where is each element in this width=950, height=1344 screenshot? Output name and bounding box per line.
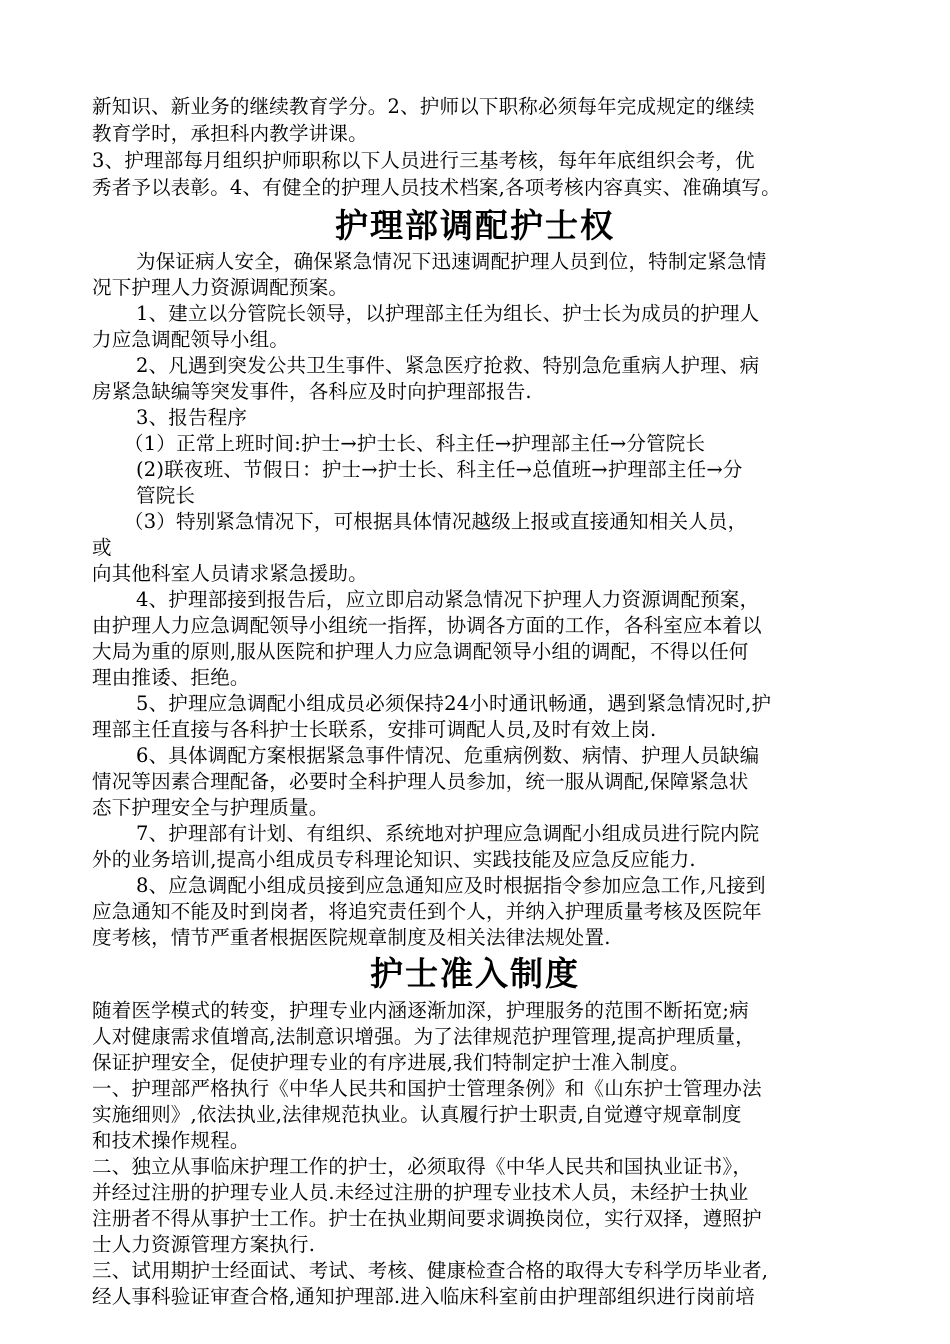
text-line: 应急通知不能及时到岗者，将追究责任到个人，并纳入护理质量考核及医院年: [92, 900, 762, 923]
text-line: 态下护理安全与护理质量。: [92, 796, 329, 819]
text-line: 房紧急缺编等突发事件，各科应及时向护理部报告.: [92, 380, 532, 403]
text-line: 1、建立以分管院长领导，以护理部主任为组长、护士长为成员的护理人: [136, 302, 760, 325]
text-line: 理由推诿、拒绝。: [92, 666, 250, 689]
text-line: 3、报告程序: [136, 406, 248, 429]
text-line: 士人力资源管理方案执行.: [92, 1233, 316, 1256]
text-line: 4、护理部接到报告后，应立即启动紧急情况下护理人力资源调配预案，: [136, 588, 760, 611]
text-line: 保证护理安全，促使护理专业的有序进展,我们特制定护士准入制度。: [92, 1051, 690, 1074]
text-line: 三、试用期护士经面试、考试、考核、健康检查合格的取得大专科学历毕业者,: [92, 1259, 769, 1282]
section-title: 护理部调配护士权: [335, 206, 615, 245]
text-line: 经人事科验证审查合格,通知护理部.进入临床科室前由护理部组织进行岗前培: [92, 1285, 755, 1308]
text-line: 二、独立从事临床护理工作的护士，必须取得《中华人民共和国执业证书》，: [92, 1155, 753, 1178]
text-line: 教育学时，承担科内教学讲课。: [92, 122, 368, 145]
text-line: 秀者予以表彰。4、有健全的护理人员技术档案,各项考核内容真实、准确填写。: [92, 176, 781, 199]
text-line: 5、护理应急调配小组成员必须保持24小时通讯畅通，遇到紧急情况时,护: [136, 692, 772, 715]
text-line: 情况等因素合理配备，必要时全科护理人员参加，统一服从调配,保障紧急状: [92, 770, 749, 793]
text-line: 向其他科室人员请求紧急援助。: [92, 562, 368, 585]
text-line: 7、护理部有计划、有组织、系统地对护理应急调配小组成员进行院内院: [136, 822, 760, 845]
text-line: 管院长: [136, 484, 196, 507]
text-line: 实施细则》,依法执业,法律规范执业。认真履行护士职责,自觉遵守规章制度: [92, 1103, 742, 1126]
text-line: 或: [92, 536, 112, 559]
text-line: 3、护理部每月组织护师职称以下人员进行三基考核，每年年底组织会考，优: [92, 149, 755, 172]
text-line: 理部主任直接与各科护士长联系，安排可调配人员,及时有效上岗.: [92, 718, 657, 741]
text-line: 随着医学模式的转变，护理专业内涵逐渐加深，护理服务的范围不断拓宽;病: [92, 999, 749, 1022]
text-line: 外的业务培训,提高小组成员专科理论知识、实践技能及应急反应能力.: [92, 848, 696, 871]
text-line: 况下护理人力资源调配预案。: [92, 276, 349, 299]
text-line: 注册者不得从事护士工作。护士在执业期间要求调换岗位，实行双择，遵照护: [92, 1207, 762, 1230]
text-line: 人对健康需求值增高,法制意识增强。为了法律规范护理管理,提高护理质量，: [92, 1025, 755, 1048]
text-line: 为保证病人安全，确保紧急情况下迅速调配护理人员到位，特制定紧急情: [136, 250, 767, 273]
text-line: 6、具体调配方案根据紧急事件情况、危重病例数、病情、护理人员缺编: [136, 744, 760, 767]
text-line: 力应急调配领导小组。: [92, 328, 290, 351]
text-line: 由护理人力应急调配领导小组统一指挥，协调各方面的工作，各科室应本着以: [92, 614, 762, 637]
text-line: （1）正常上班时间:护士→护士长、科主任→护理部主任→分管院长: [124, 432, 706, 455]
text-line: 8、应急调配小组成员接到应急通知应及时根据指令参加应急工作,凡接到: [136, 874, 766, 897]
text-line: 并经过注册的护理专业人员.未经过注册的护理专业技术人员，未经护士执业: [92, 1181, 749, 1204]
text-line: 和技术操作规程。: [92, 1129, 250, 1152]
section-title: 护士准入制度: [370, 954, 580, 993]
text-line: 大局为重的原则,服从医院和护理人力应急调配领导小组的调配，不得以任何: [92, 640, 749, 663]
text-line: 度考核，情节严重者根据医院规章制度及相关法律法规处置.: [92, 926, 611, 949]
text-line: 一、护理部严格执行《中华人民共和国护士管理条例》和《山东护士管理办法: [92, 1077, 762, 1100]
text-line: 2、凡遇到突发公共卫生事件、紧急医疗抢救、特别急危重病人护理、病: [136, 354, 760, 377]
text-line: (2)联夜班、节假日：护士→护士长、科主任→总值班→护理部主任→分: [136, 458, 743, 481]
text-line: 新知识、新业务的继续教育学分。2、护师以下职称必须每年完成规定的继续: [92, 95, 755, 118]
text-line: （3）特别紧急情况下，可根据具体情况越级上报或直接通知相关人员，: [124, 510, 748, 533]
